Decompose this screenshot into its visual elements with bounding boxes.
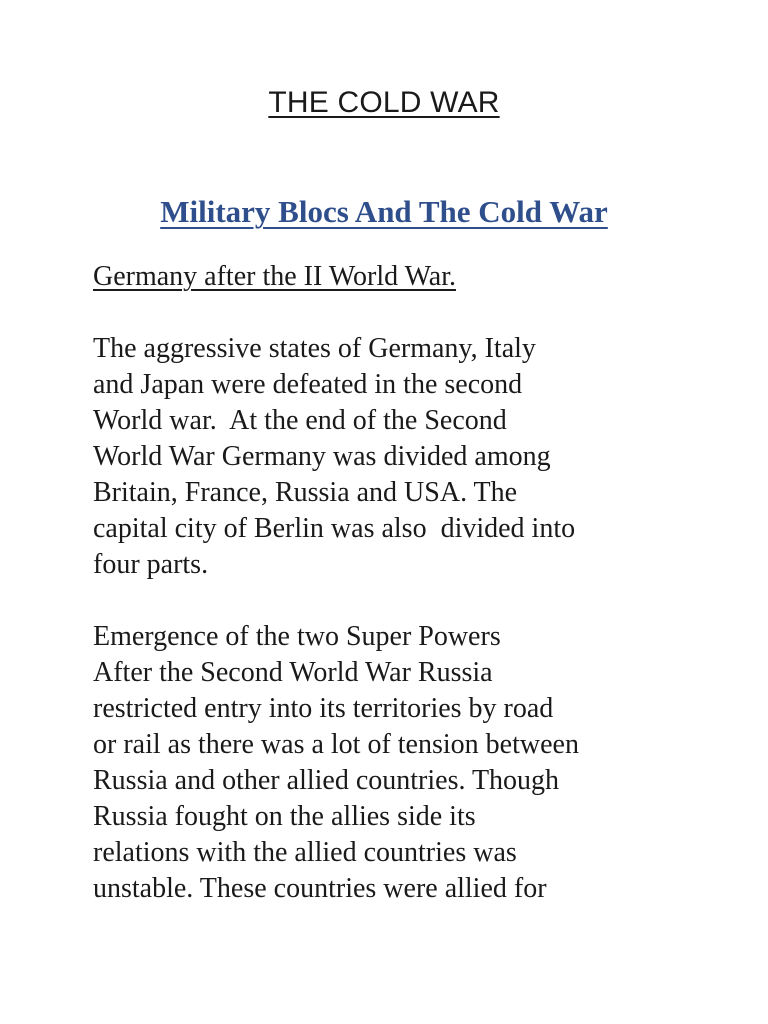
subheading: Germany after the II World War. bbox=[93, 261, 456, 292]
text-line: After the Second World War Russia bbox=[93, 657, 493, 688]
document-title: THE COLD WAR bbox=[268, 86, 500, 119]
text-line: and Japan were defeated in the second bbox=[93, 369, 523, 400]
text-line: relations with the allied countries was bbox=[93, 837, 517, 868]
text-line: four parts. bbox=[93, 549, 209, 580]
text-line: unstable. These countries were allied for bbox=[93, 873, 547, 904]
text-line: World War Germany was divided among bbox=[93, 441, 551, 472]
text-line: or rail as there was a lot of tension between bbox=[93, 729, 579, 760]
text-line: The aggressive states of Germany, Italy bbox=[93, 333, 536, 364]
text-line: restricted entry into its territories by road bbox=[93, 693, 554, 724]
paragraph-super-powers bbox=[93, 619, 693, 907]
text-line: Russia and other allied countries. Though bbox=[93, 765, 560, 796]
paragraph-germany-division bbox=[93, 331, 693, 583]
text-line: World war. At the end of the Second bbox=[93, 405, 507, 436]
text-line: Britain, France, Russia and USA. The bbox=[93, 477, 518, 508]
document-body bbox=[93, 259, 693, 907]
section-heading: Military Blocs And The Cold War bbox=[160, 194, 608, 229]
text-line: capital city of Berlin was also divided into bbox=[93, 513, 576, 544]
text-line: Emergence of the two Super Powers bbox=[93, 621, 501, 652]
text-line: Russia fought on the allies side its bbox=[93, 801, 476, 832]
